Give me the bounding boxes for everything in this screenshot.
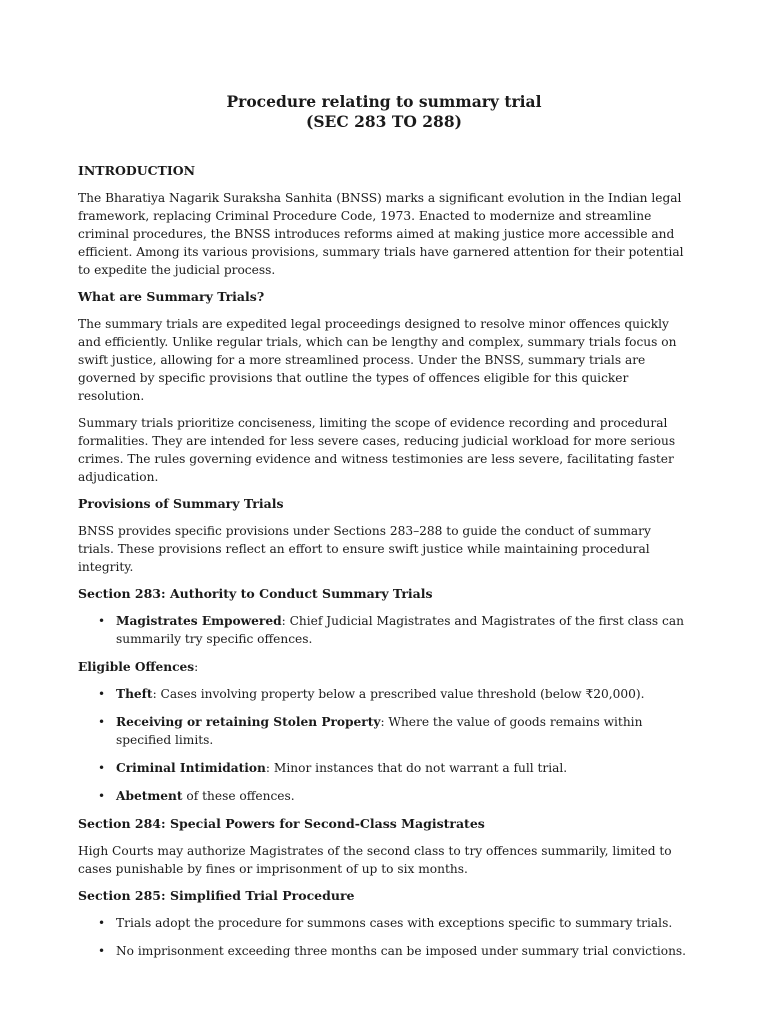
eligible-offences-bold: Eligible Offences	[78, 660, 195, 674]
introduction-paragraph: The Bharatiya Nagarik Suraksha Sanhita (BNSS) marks a significant evolution in the Indian legal framework, replacing Criminal Procedure Code, 1973. Enacted to modernize and streamline criminal procedures, the BNSS introduces reforms aimed at making justice more accessible and efficient. Among its various provisions, summary trials have garnered attention for their potential to expedite the judicial process.	[78, 191, 684, 277]
list-item	[98, 685, 690, 703]
section-285-list	[78, 914, 690, 960]
list-item	[98, 612, 690, 648]
section-285-heading: Section 285: Simplified Trial Procedure	[78, 888, 355, 903]
bullet-text: : Chief Judicial Magistrates and Magistrates of the first class can summarily try specific offences.	[116, 614, 684, 646]
section-284-heading: Section 284: Special Powers for Second-Class Magistrates	[78, 816, 485, 831]
bullet-text: of these offences.	[182, 789, 295, 803]
title-line-1: Procedure relating to summary trial	[226, 92, 542, 111]
what-paragraph-2: Summary trials prioritize conciseness, limiting the scope of evidence recording and procedural formalities. They are intended for less severe cases, reducing judicial workload for more serious crimes. The rules governing evidence and witness testimonies are less severe, facilitating faster adjudication.	[78, 416, 676, 484]
provisions-paragraph: BNSS provides specific provisions under Sections 283–288 to guide the conduct of summary trials. These provisions reflect an effort to ensure swift justice while maintaining procedural integrity.	[78, 524, 651, 574]
bullet-text: : Where the value of goods remains within specified limits.	[116, 715, 643, 747]
list-item	[98, 759, 690, 777]
list-item: • Trials adopt the procedure for summons cases with exceptions specific to summary trials.	[98, 914, 690, 932]
list-item: • No imprisonment exceeding three months can be imposed under summary trial convictions.	[98, 942, 690, 960]
title-line-2: (SEC 283 TO 288)	[306, 112, 462, 131]
bullet-bold-term: Magistrates Empowered	[116, 614, 282, 628]
eligible-offences-list	[78, 685, 690, 805]
what-are-summary-trials-heading: What are Summary Trials?	[78, 289, 265, 304]
bullet-bold-term: Receiving or retaining Stolen Property	[116, 715, 381, 729]
provisions-heading: Provisions of Summary Trials	[78, 496, 284, 511]
bullet-bold-term: Theft	[116, 687, 153, 701]
document-title	[78, 92, 690, 132]
introduction-heading: INTRODUCTION	[78, 163, 196, 178]
bullet-text: : Minor instances that do not warrant a full trial.	[265, 761, 568, 775]
eligible-offences-colon: :	[194, 660, 199, 674]
what-paragraph-1: The summary trials are expedited legal proceedings designed to resolve minor offences quickly and efficiently. Unlike regular trials, which can be lengthy and complex, summary trials focus on swift justice, allowing for a more streamlined process. Under the BNSS, summary trials are governed by specific provisions that outline the types of offences eligible for this quicker resolution.	[78, 317, 677, 403]
list-item	[98, 787, 690, 805]
bullet-text: : Cases involving property below a prescribed value threshold (below ₹20,000).	[152, 687, 645, 701]
eligible-offences-label	[78, 658, 690, 676]
section-283-heading: Section 283: Authority to Conduct Summary Trials	[78, 586, 433, 601]
bullet-bold-term: Abetment	[116, 789, 183, 803]
list-item	[98, 713, 690, 749]
section-283-list	[78, 612, 690, 648]
section-284-paragraph: High Courts may authorize Magistrates of the second class to try offences summarily, limited to cases punishable by fines or imprisonment of up to six months.	[78, 844, 672, 876]
bullet-bold-term: Criminal Intimidation	[116, 761, 266, 775]
